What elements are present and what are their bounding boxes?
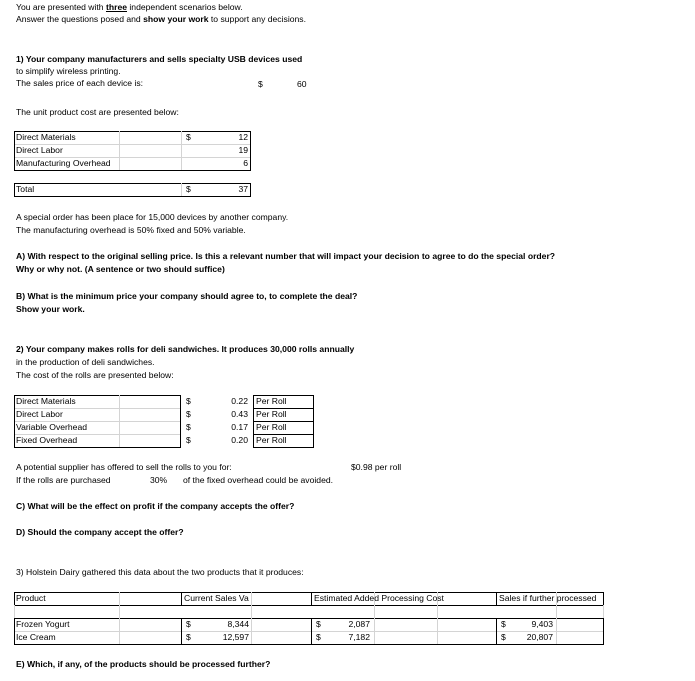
q2-cost-currency: $ [186,409,191,419]
q3-currency: $ [501,632,506,642]
q2-purchased-tail: of the fixed overhead could be avoided. [183,475,334,485]
q2-purchased-text: If the rolls are purchased [16,475,111,485]
q2-cost-label: Direct Labor [16,409,63,419]
intro-line-2 [16,14,306,25]
q3-product-name: Ice Cream [16,632,56,642]
q2-cost-currency: $ [186,396,191,406]
intro-line-1 [16,2,243,13]
q2-cost-value: 0.20 [231,435,248,445]
q2-cost-label: Direct Materials [16,396,76,406]
q3-header-sales: Current Sales Va [184,593,249,603]
question-b-detail: Show your work. [16,304,85,314]
q1-cost-value: 19 [238,145,248,155]
question-a-detail: Why or why not. (A sentence or two should suffice) [16,264,225,274]
q3-currency: $ [316,619,321,629]
q1-cost-value: 6 [243,158,248,168]
q3-desc: 3) Holstein Dairy gathered this data about the two products that it produces: [16,567,304,577]
question-b: B) What is the minimum price your company should agree to, to complete the deal? [16,291,358,301]
q3-further-value: 9,403 [531,619,553,629]
q2-supplier-price: $0.98 per roll [351,462,402,472]
q2-cost-label: Fixed Overhead [16,435,78,445]
q3-header-product: Product [16,593,46,603]
q1-desc: The sales price of each device is: [16,78,144,88]
q1-cost-label: Direct Labor [16,145,63,155]
q2-cost-value: 0.22 [231,396,248,406]
question-a: A) With respect to the original selling price. Is this a relevant number that will impact your decision to agree to do the special order? [16,251,556,261]
question-c: C) What will be the effect on profit if the company accepts the offer? [16,501,295,511]
intro-text: Answer the questions posed and [16,14,144,24]
q2-cost-currency: $ [186,435,191,445]
q2-cost-currency: $ [186,422,191,432]
q1-total-currency: $ [186,184,191,194]
q2-supplier-text: A potential supplier has offered to sell the rolls to you for: [16,462,232,472]
q1-cost-currency: $ [186,132,191,142]
question-d: D) Should the company accept the offer? [16,527,184,537]
q1-cost-value: 12 [238,132,248,142]
q3-sales-value: 8,344 [227,619,249,629]
q1-cost-label: Direct Materials [16,132,76,142]
q1-desc: 1) Your company manufacturers and sells specialty USB devices used [16,54,303,64]
q3-added-value: 7,182 [348,632,370,642]
intro-text: to support any decisions. [208,14,306,24]
q2-cost-unit: Per Roll [256,422,287,432]
q2-cost-unit: Per Roll [256,396,287,406]
q3-currency: $ [186,632,191,642]
q2-cost-unit: Per Roll [256,435,287,445]
q3-sales-value: 12,597 [222,632,249,642]
q1-cost-label: Manufacturing Overhead [16,158,111,168]
intro-text: You are presented with [16,2,106,12]
q1-special-order: A special order has been place for 15,000 devices by another company. [16,212,289,222]
q1-total-label: Total [16,184,35,194]
q3-added-value: 2,087 [348,619,370,629]
q1-desc: to simplify wireless printing. [16,66,121,76]
q3-header-further: Sales if further processed [499,593,597,603]
q2-desc: in the production of deli sandwiches. [16,357,155,367]
q3-further-value: 20,807 [526,632,553,642]
intro-text: independent scenarios below. [127,2,243,12]
q1-unit-cost-heading: The unit product cost are presented below: [16,107,179,117]
q3-product-name: Frozen Yogurt [16,619,70,629]
q2-cost-unit: Per Roll [256,409,287,419]
q3-currency: $ [501,619,506,629]
intro-emphasis: three [105,2,127,12]
q1-overhead-note: The manufacturing overhead is 50% fixed and 50% variable. [16,225,246,235]
q3-currency: $ [316,632,321,642]
q2-desc: The cost of the rolls are presented below: [16,370,174,380]
q2-desc: 2) Your company makes rolls for deli sandwiches. It produces 30,000 rolls annually [16,344,355,354]
q2-cost-value: 0.17 [231,422,248,432]
q1-price-currency: $ [258,79,263,89]
intro-emphasis: show your work [143,14,209,24]
q3-header-added: Estimated Added Processing Cost [314,593,444,603]
q1-total-value: 37 [238,184,248,194]
q2-cost-value: 0.43 [231,409,248,419]
q3-currency: $ [186,619,191,629]
q1-price-value: 60 [297,79,307,89]
q2-purchased-pct: 30% [150,475,168,485]
question-e: E) Which, if any, of the products should be processed further? [16,659,271,669]
q2-cost-label: Variable Overhead [16,422,88,432]
